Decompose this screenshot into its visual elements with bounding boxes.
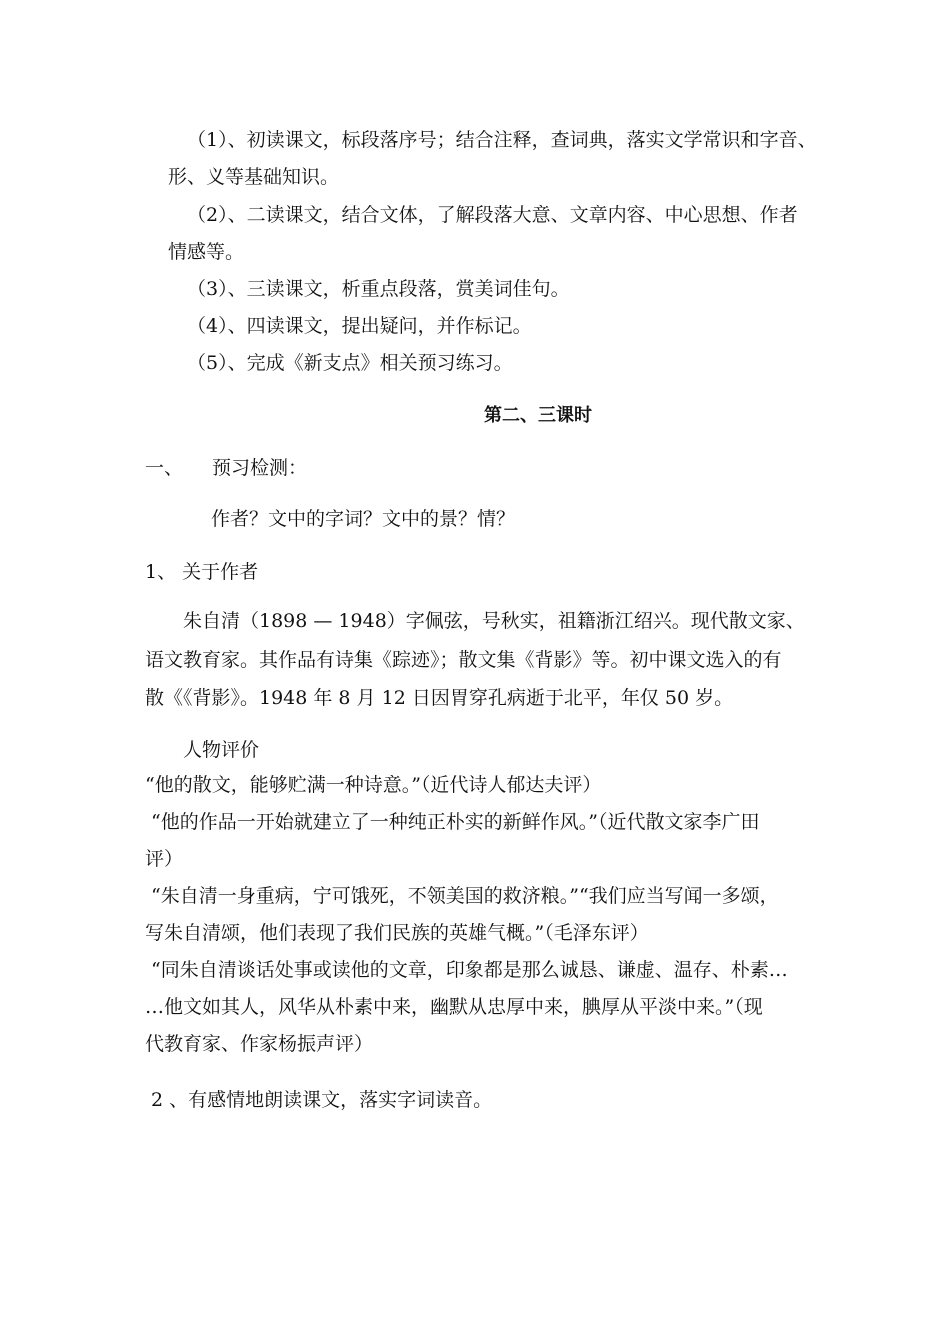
step-5: （5）、完成《新支点》相关预习练习。 bbox=[187, 352, 513, 374]
bio-line-1: 朱自清（1898 — 1948）字佩弦，号秋实，祖籍浙江绍兴。现代散文家、 bbox=[183, 610, 805, 632]
bio-line-3: 散《《背影》。1948 年 8 月 12 日因胃穿孔病逝于北平，年仅 50 岁。 bbox=[145, 687, 734, 709]
quote-line-1: “他的散文，能够贮满一种诗意。”（近代诗人郁达夫评） bbox=[145, 774, 602, 796]
step-1-line-1: （1）、初读课文，标段落序号；结合注释，查词典，落实文学常识和字音、 bbox=[187, 129, 817, 151]
item-2-heading: 2 、有感情地朗读课文，落实字词读音。 bbox=[145, 1089, 493, 1111]
bio-line-2: 语文教育家。其作品有诗集《踪迹》；散文集《背影》等。初中课文选入的有 bbox=[145, 649, 782, 671]
quote-line-8: 代教育家、作家杨振声评） bbox=[145, 1033, 374, 1055]
quote-line-6: “同朱自清谈话处事或读他的文章，印象都是那么诚恳、谦虚、温存、朴素… bbox=[145, 959, 788, 981]
quote-line-4: “朱自清一身重病，宁可饿死，不领美国的救济粮。”“我们应当写闻一多颂， bbox=[145, 885, 779, 907]
section-1-number: 一、 bbox=[145, 457, 184, 479]
quote-line-3: 评） bbox=[145, 848, 184, 870]
step-2-line-1: （2）、二读课文，结合文体，了解段落大意、文章内容、中心思想、作者 bbox=[187, 204, 798, 226]
quote-line-5: 写朱自清颂，他们表现了我们民族的英雄气概。”（毛泽东评） bbox=[145, 922, 649, 944]
item-1-heading: 1、 关于作者 bbox=[145, 561, 259, 583]
lesson-title: 第二、三课时 bbox=[484, 405, 592, 426]
quote-line-2: “他的作品一开始就建立了一种纯正朴实的新鲜作风。”（近代散文家李广田 bbox=[145, 811, 760, 833]
step-4: （4）、四读课文，提出疑问，并作标记。 bbox=[187, 315, 532, 337]
step-2-line-2: 情感等。 bbox=[168, 241, 245, 263]
preview-questions: 作者？文中的字词？文中的景？情？ bbox=[211, 508, 516, 530]
quote-line-7: …他文如其人，风华从朴素中来，幽默从忠厚中来，腆厚从平淡中来。”（现 bbox=[145, 996, 763, 1018]
evaluation-heading: 人物评价 bbox=[183, 739, 260, 761]
section-1-label: 预习检测： bbox=[212, 457, 308, 479]
step-1-line-2: 形、义等基础知识。 bbox=[168, 166, 340, 188]
step-3: （3）、三读课文，析重点段落，赏美词佳句。 bbox=[187, 278, 570, 300]
